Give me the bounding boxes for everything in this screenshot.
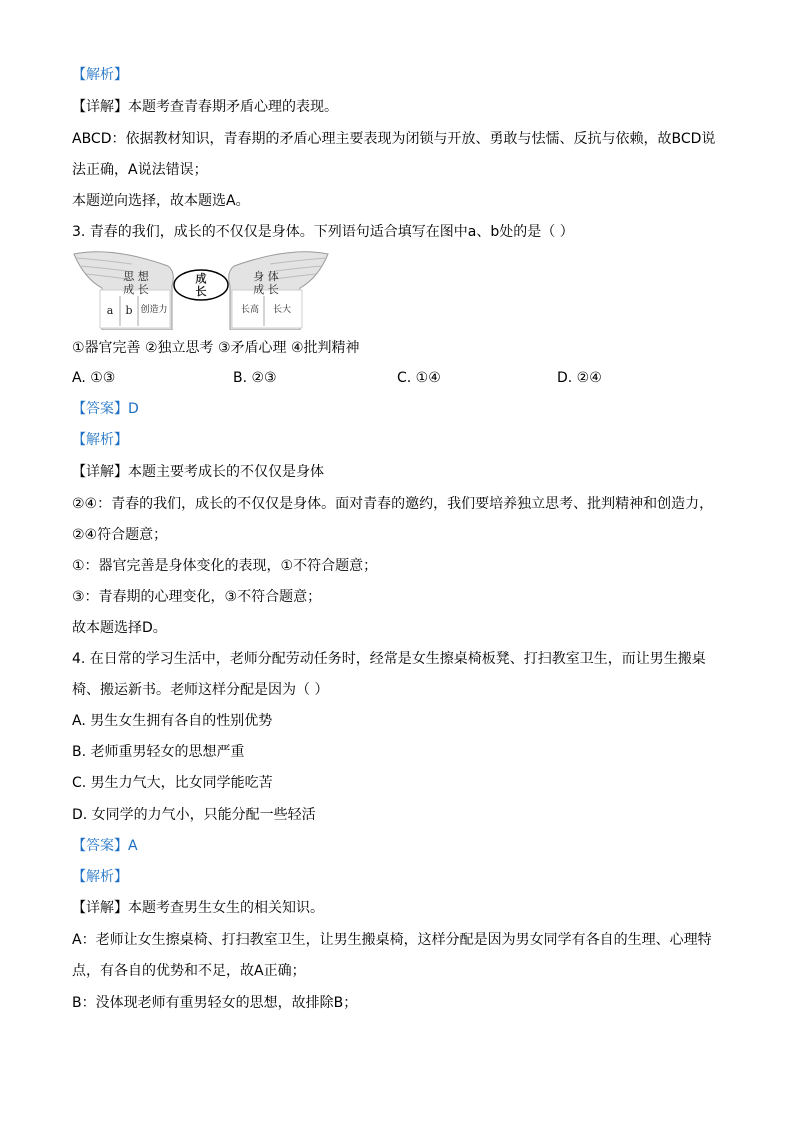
blank-a: a [106,304,114,317]
option-b: B. 老师重男轻女的思想严重 [72,744,245,760]
detail-text: 【详解】本题考查男生女生的相关知识。 [72,900,324,916]
detail-text: 【详解】本题主要考成长的不仅仅是身体 [72,464,324,480]
grow-tall-label: 长高 [240,305,260,315]
option-b: B. ②③ [233,370,277,386]
left-title: 成 长 [123,283,149,296]
explanation-line: ①：器官完善是身体变化的表现，①不符合题意； [72,558,378,574]
explanation-line: 点，有各自的优势和不足，故A正确； [72,963,306,979]
option-d: D. 女同学的力气小，只能分配一些轻活 [72,807,316,823]
explanation-line: B：没体现老师有重男轻女的思想，故排除B； [72,995,358,1011]
option-a: A. 男生女生拥有各自的性别优势 [72,713,273,729]
explanation-line: ②④：青春的我们，成长的不仅仅是身体。面对青春的邀约，我们要培养独立思考、批判精神和创造力， [72,496,714,512]
explanation-line: 法正确，A说法错误； [72,162,208,178]
question-4-stem: 椅、搬运新书。老师这样分配是因为（ ） [72,682,329,698]
explanation-line: ②④符合题意； [72,527,168,543]
question-3-stem: 3. 青春的我们，成长的不仅仅是身体。下列语句适合填写在图中a、b处的是（ ） [72,224,574,240]
option-d: D. ②④ [557,370,602,386]
option-a: A. ①③ [72,370,116,386]
conclusion-text: 本题逆向选择，故本题选A。 [72,193,250,209]
growth-wings-figure [72,248,330,330]
explanation-line: A：老师让女生擦桌椅、打扫教室卫生，让男生搬桌椅，这样分配是因为男女同学有各自的生理、心理特 [72,932,712,948]
conclusion-text: 故本题选择D。 [72,620,167,636]
creativity-label: 创造力 [140,305,168,315]
explanation-line: ABCD：依据教材知识，青春期的矛盾心理主要表现为闭锁与开放、勇敢与怯懦、反抗与依赖，故BCD说 [72,131,716,147]
blank-b: b [125,304,133,317]
right-title: 身 体 [253,270,279,283]
option-c: C. ①④ [397,370,441,386]
answer-label: 【答案】D [72,401,139,417]
answer-label: 【答案】A [72,838,138,854]
analysis-heading: 【解析】 [72,432,128,448]
center-label: 长 [195,285,207,298]
center-label: 成 [195,272,207,285]
analysis-heading: 【解析】 [72,869,128,885]
right-title: 成 长 [253,283,279,296]
explanation-line: ③：青春期的心理变化，③不符合题意； [72,589,322,605]
left-title: 思 想 [123,270,149,283]
option-c: C. 男生力气大，比女同学能吃苦 [72,775,273,791]
grow-up-label: 长大 [272,305,292,315]
analysis-heading: 【解析】 [72,67,128,83]
question-4-stem: 4. 在日常的学习生活中，老师分配劳动任务时，经常是女生擦桌椅板凳、打扫教室卫生，而让男生搬桌 [72,651,706,667]
detail-text: 【详解】本题考查青春期矛盾心理的表现。 [72,99,338,115]
question-3-items: ①器官完善 ②独立思考 ③矛盾心理 ④批判精神 [72,340,360,356]
